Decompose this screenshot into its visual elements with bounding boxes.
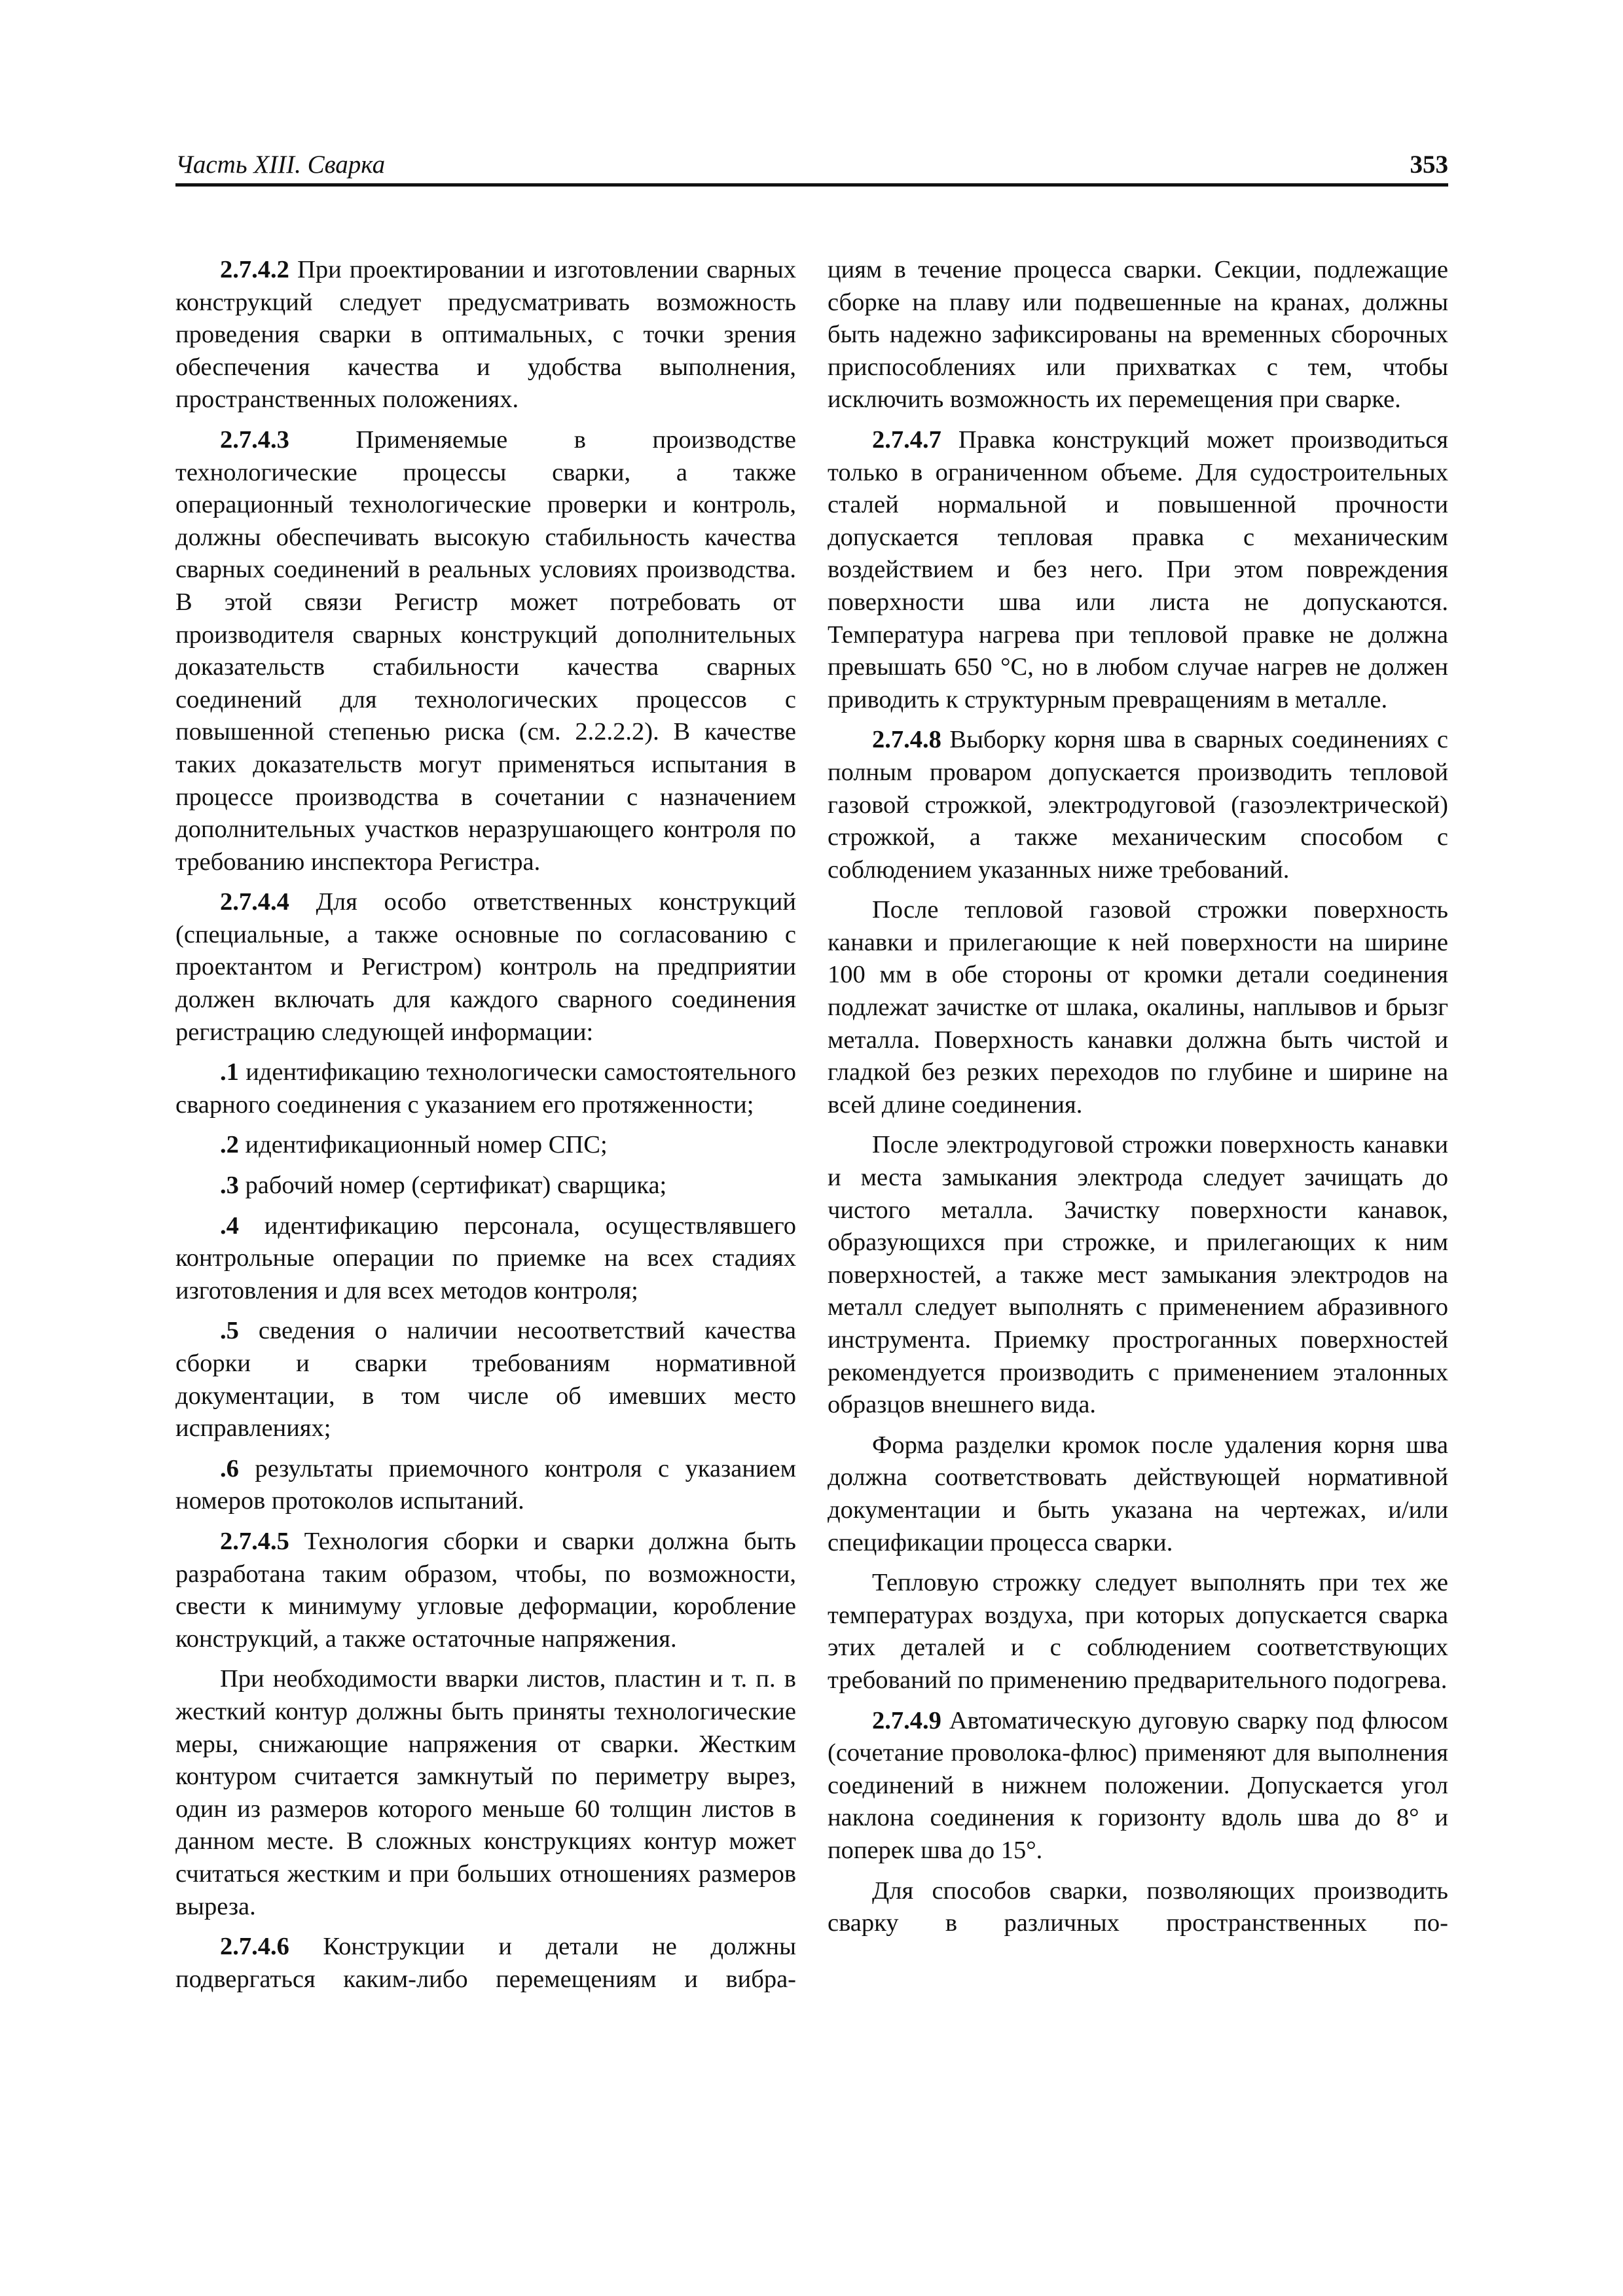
clause-number: 2.7.4.3 [220,425,289,454]
paragraph [828,724,1448,886]
list-item-text: результаты приемочного контроля с указанием номеров протоколов испытаний. [175,1454,796,1515]
clause-number: 2.7.4.7 [872,425,941,454]
paragraph [175,1526,796,1655]
paragraph-continuation [828,254,1448,416]
list-item-number: .6 [220,1454,239,1482]
paragraph [828,1875,1448,1940]
paragraph-text: циям в течение процесса сварки. Секции, подлежащие сборке на плаву или подвешенные на кранах, должны быть надежно зафиксированы на временных сборочных приспособлениях или прихватках с тем, чтобы исключить возможность их перемещения при сварке. [828,256,1448,414]
left-column [175,254,796,1996]
paragraph-text: Тепловую строжку следует выполнять при тех же температурах воздуха, при которых допускается сварка этих деталей и с соблюдением соответствующих требований по применению предварительного подогрева. [828,1569,1448,1694]
paragraph-text: Конструкции и детали не должны подвергаться каким-либо перемещениям и вибра- [175,1933,796,1993]
list-item-text: идентификацию персонала, осуществлявшего контрольные операции по приемке на всех стадиях изготовления и для всех методов контроля; [175,1211,796,1304]
paragraph [175,1663,796,1923]
paragraph-text: После электродуговой строжки поверхность канавки и места замыкания электрода следует зачищать до чистого металла. Зачистку поверхности канавок, образующихся при строжке, и прилегающих к ним поверхностей, а также мест замыкания электродов на металл следует выполнять с применением абразивного инструмента. Приемку простроганных поверхностей рекомендуется производить с применением эталонных образцов внешнего вида. [828,1131,1448,1419]
paragraph [175,1931,796,1996]
paragraph-text: Автоматическую дуговую сварку под флюсом (сочетание проволока-флюс) применяют для выполнения соединений в нижнем положении. Допускается угол наклона соединения к горизонту вдоль шва до 8° и поперек шва до 15°. [828,1706,1448,1864]
list-item-number: .4 [220,1211,239,1240]
right-column [828,254,1448,1940]
paragraph [175,886,796,1049]
paragraph-text: Для способов сварки, позволяющих производить сварку в различных пространственных по- [828,1876,1448,1937]
clause-number: 2.7.4.5 [220,1527,289,1555]
list-item-number: .2 [220,1131,239,1159]
paragraph-text: После тепловой газовой строжки поверхность канавки и прилегающие к ней поверхности на ширине 100 мм в обе стороны от кромки детали соединения подлежат зачистке от шлака, окалины, наплывов и брызг металла. Поверхность канавки должна быть чистой и гладкой без резких переходов по глубине и ширине на всей длине соединения. [828,896,1448,1119]
clause-number: 2.7.4.6 [220,1933,289,1961]
header-rule [175,183,1448,187]
clause-number: 2.7.4.2 [220,256,289,283]
paragraph [175,254,796,416]
list-item-text: сведения о наличии несоответствий качества сборки и сварки требованиям нормативной документации, в том числе об имевших место исправлениях; [175,1317,796,1443]
paragraph-text: При проектировании и изготовлении сварных конструкций следует предусматривать возможность проведения сварки в оптимальных, с точки зрения обеспечения качества и удобства выполнения, пространственных положениях. [175,256,796,414]
page-header [175,134,1448,187]
paragraph-text: Для особо ответственных конструкций (специальные, а также основные по согласованию с проектантом и Регистром) контроль на предприятии должен включать для каждого сварного соединения регистрацию следующей информации: [175,888,796,1046]
paragraph [828,424,1448,716]
list-item [175,1129,796,1162]
list-item-number: .1 [220,1058,239,1086]
list-item [175,1056,796,1121]
paragraph-text: Применяемые в производстве технологические процессы сварки, а также операционный технологические проверки и контроль, должны обеспечивать высокую стабильность качества сварных соединений в реальных условиях производства. В этой связи Регистр может потребовать от производителя сварных конструкций дополнительных доказательств стабильности качества сварных соединений для технологических процессов с повышенной степенью риска (см. 2.2.2.2). В качестве таких доказательств могут применяться испытания в процессе производства в сочетании с назначением дополнительных участков неразрушающего контроля по требованию инспектора Регистра. [175,425,796,876]
paragraph-text: Правка конструкций может производиться только в ограниченном объеме. Для судостроительных сталей нормальной и повышенной прочности допускается тепловая правка с механическим воздействием и без него. При этом повреждения поверхности шва или листа не допускаются. Температура нагрева при тепловой правке не должна превышать 650 °С, но в любом случае нагрев не должен приводить к структурным превращениям в металле. [828,425,1448,713]
paragraph [828,1129,1448,1421]
list-item [175,1170,796,1202]
paragraph [828,1567,1448,1696]
list-item-text: идентификационный номер СПС; [238,1131,608,1159]
list-item-text: идентификацию технологически самостоятельного сварного соединения с указанием его протяженности; [175,1058,796,1119]
list-item-number: .3 [220,1172,239,1200]
paragraph [828,1705,1448,1867]
clause-number: 2.7.4.9 [872,1706,941,1734]
list-item [175,1210,796,1308]
page-number: 353 [1410,151,1448,179]
clause-number: 2.7.4.8 [872,726,941,754]
paragraph-text: Форма разделки кромок после удаления корня шва должна соответствовать действующей нормативной документации и быть указана на чертежах, и/или спецификации процесса сварки. [828,1431,1448,1556]
paragraph [175,424,796,878]
paragraph-text: Технология сборки и сварки должна быть разработана таким образом, чтобы, по возможности, свести к минимуму угловые деформации, коробление конструкций, а также остаточные напряжения. [175,1527,796,1653]
paragraph-text: При необходимости вварки листов, пластин и т. п. в жесткий контур должны быть приняты технологические меры, снижающие напряжения от сварки. Жестким контуром считается замкнутый по периметру вырез, один из размеров которого меньше 60 толщин листов в данном месте. В сложных конструкциях контур может считаться жестким и при больших отношениях размеров выреза. [175,1665,796,1920]
list-item-text: рабочий номер (сертификат) сварщика; [238,1172,667,1200]
running-title: Часть XIII. Сварка [175,151,386,179]
paragraph-text: Выборку корня шва в сварных соединениях с полным проваром допускается производить тепловой газовой строжкой, электродуговой (газоэлектрической) строжкой, а также механическим способом с соблюдением указанных ниже требований. [828,726,1448,884]
clause-number: 2.7.4.4 [220,888,289,916]
list-item-number: .5 [220,1317,239,1345]
paragraph [828,1429,1448,1559]
list-item [175,1453,796,1518]
paragraph [828,894,1448,1121]
list-item [175,1315,796,1444]
